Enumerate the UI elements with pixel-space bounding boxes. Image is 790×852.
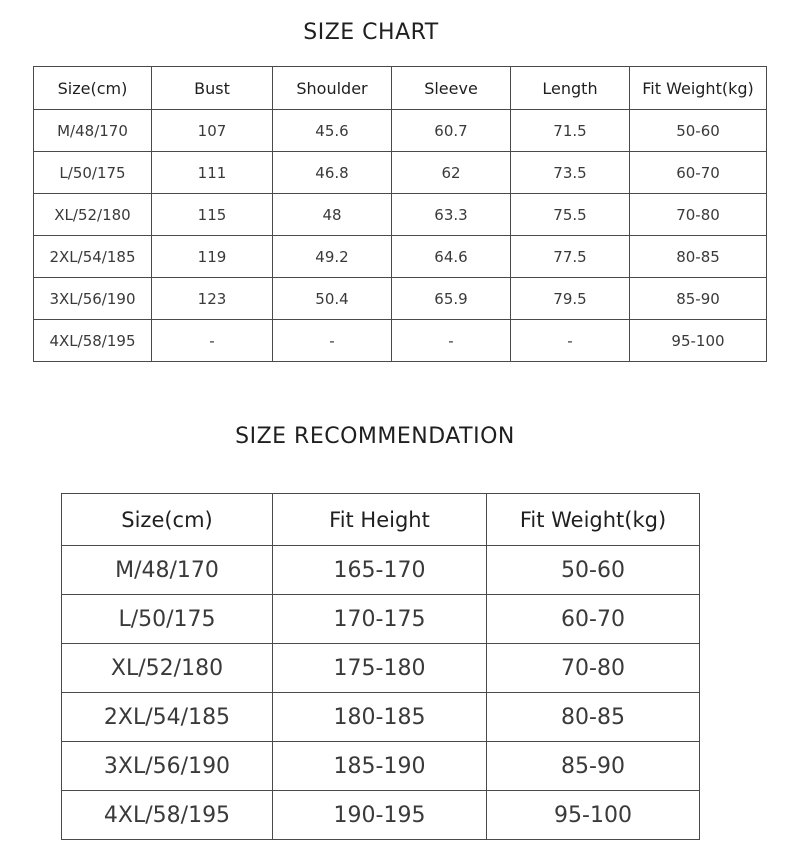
size-recommendation-title: SIZE RECOMMENDATION xyxy=(235,424,515,449)
table-cell: 60-70 xyxy=(630,152,767,194)
table-row xyxy=(62,595,700,644)
table-cell: 4XL/58/195 xyxy=(62,791,273,840)
size-chart-title: SIZE CHART xyxy=(303,20,439,45)
table-cell: M/48/170 xyxy=(62,546,273,595)
table-cell: 85-90 xyxy=(630,278,767,320)
table-cell: - xyxy=(273,320,392,362)
table-cell: 180-185 xyxy=(273,693,487,742)
column-header: Fit Height xyxy=(273,494,487,546)
table-cell: 71.5 xyxy=(511,110,630,152)
table-row xyxy=(62,546,700,595)
table-cell: 115 xyxy=(152,194,273,236)
table-row xyxy=(62,693,700,742)
column-header: Size(cm) xyxy=(62,494,273,546)
column-header: Shoulder xyxy=(273,67,392,110)
table-cell: 2XL/54/185 xyxy=(34,236,152,278)
column-header: Size(cm) xyxy=(34,67,152,110)
table-cell: 48 xyxy=(273,194,392,236)
column-header: Sleeve xyxy=(392,67,511,110)
table-cell: 60-70 xyxy=(487,595,700,644)
table-cell: 80-85 xyxy=(630,236,767,278)
table-cell: 170-175 xyxy=(273,595,487,644)
table-cell: 65.9 xyxy=(392,278,511,320)
size-chart-table xyxy=(33,66,767,362)
table-cell: 111 xyxy=(152,152,273,194)
table-cell: 73.5 xyxy=(511,152,630,194)
table-cell: 190-195 xyxy=(273,791,487,840)
table-cell: 165-170 xyxy=(273,546,487,595)
table-cell: 175-180 xyxy=(273,644,487,693)
table-cell: 79.5 xyxy=(511,278,630,320)
table-cell: 45.6 xyxy=(273,110,392,152)
table-cell: 63.3 xyxy=(392,194,511,236)
table-cell: 46.8 xyxy=(273,152,392,194)
table-cell: 95-100 xyxy=(487,791,700,840)
table-cell: 60.7 xyxy=(392,110,511,152)
table-cell: 64.6 xyxy=(392,236,511,278)
table-row xyxy=(34,110,767,152)
table-cell: 50-60 xyxy=(630,110,767,152)
column-header: Length xyxy=(511,67,630,110)
table-cell: 62 xyxy=(392,152,511,194)
table-cell: 70-80 xyxy=(487,644,700,693)
table-cell: 70-80 xyxy=(630,194,767,236)
table-cell: - xyxy=(392,320,511,362)
table-cell: 107 xyxy=(152,110,273,152)
table-row xyxy=(34,320,767,362)
table-row xyxy=(62,791,700,840)
size-recommendation-table xyxy=(61,493,700,840)
table-cell: 185-190 xyxy=(273,742,487,791)
table-cell: 2XL/54/185 xyxy=(62,693,273,742)
column-header: Bust xyxy=(152,67,273,110)
table-cell: L/50/175 xyxy=(34,152,152,194)
table-cell: 85-90 xyxy=(487,742,700,791)
table-cell: L/50/175 xyxy=(62,595,273,644)
table-cell: 50.4 xyxy=(273,278,392,320)
table-header-row xyxy=(62,494,700,546)
table-header-row xyxy=(34,67,767,110)
table-row xyxy=(34,278,767,320)
table-cell: XL/52/180 xyxy=(62,644,273,693)
table-cell: XL/52/180 xyxy=(34,194,152,236)
table-cell: 3XL/56/190 xyxy=(34,278,152,320)
table-cell: 80-85 xyxy=(487,693,700,742)
table-cell: - xyxy=(152,320,273,362)
table-cell: 75.5 xyxy=(511,194,630,236)
table-row xyxy=(34,194,767,236)
column-header: Fit Weight(kg) xyxy=(487,494,700,546)
table-cell: 3XL/56/190 xyxy=(62,742,273,791)
table-cell: M/48/170 xyxy=(34,110,152,152)
table-cell: 50-60 xyxy=(487,546,700,595)
table-cell: 123 xyxy=(152,278,273,320)
table-row xyxy=(62,742,700,791)
table-row xyxy=(62,644,700,693)
table-row xyxy=(34,152,767,194)
table-cell: 49.2 xyxy=(273,236,392,278)
table-cell: 119 xyxy=(152,236,273,278)
table-cell: 95-100 xyxy=(630,320,767,362)
table-cell: - xyxy=(511,320,630,362)
table-cell: 4XL/58/195 xyxy=(34,320,152,362)
column-header: Fit Weight(kg) xyxy=(630,67,767,110)
table-row xyxy=(34,236,767,278)
table-cell: 77.5 xyxy=(511,236,630,278)
